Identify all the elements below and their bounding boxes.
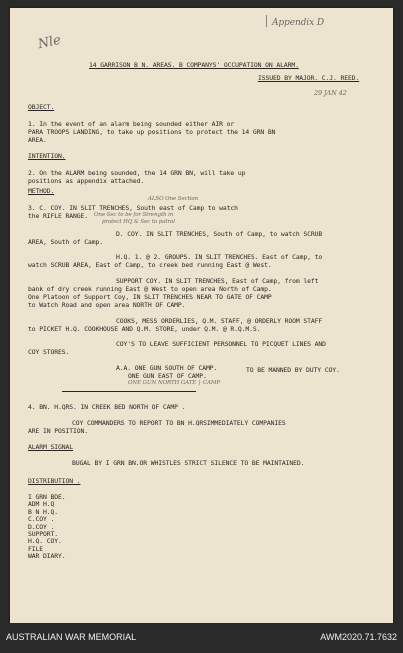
hq-groups-line: watch SCRUB AREA, East of Camp, to creek bed running East @ West. [28, 261, 272, 269]
handwritten-initials: Nle [36, 32, 63, 53]
support-coy-line: One Platoon of Support Coy, IN SLIT TRENCHES NEAR TO GATE OF CAMP [28, 293, 272, 301]
intention-text-line: 2. On the ALARM being sounded, the 14 GRN BN, will take up [28, 169, 246, 177]
distribution-item: I GRN BDE. [28, 493, 66, 501]
cooks-line: COOKS, MESS ORDERLIES, Q.M. STAFF, @ ORDERLY ROOM STAFF [116, 317, 323, 325]
support-coy-line: to Watch Road and open area NORTH OF CAMP. [28, 301, 186, 309]
hq-groups-line: H.Q. 1. @ 2. GROUPS. IN SLIT TRENCHES. East of Camp, to [116, 253, 323, 261]
object-text-line: AREA. [28, 136, 47, 144]
distribution-item: D.COY . [28, 522, 55, 531]
distribution-item: FILE [28, 544, 43, 553]
object-heading: OBJECT. [28, 103, 55, 111]
distribution-item: H.Q. COY. [28, 537, 62, 546]
handwritten-note: protect HQ & Sec to patrol [102, 219, 175, 225]
c-coy-line: 3. C. COY. IN SLIT TRENCHES, South east of Camp to watch [28, 204, 238, 212]
handwritten-note: ONE GUN NORTH GATE } CAMP [128, 380, 221, 386]
alarm-text: BUGAL BY I GRN BN.OR WHISTLES STRICT SILENCE TO BE MAINTAINED. [72, 459, 305, 467]
distribution-item: B N H.Q. [28, 507, 58, 516]
d-coy-line: D. COY. IN SLIT TRENCHES, South of Camp, to watch SCRUB [116, 230, 323, 238]
handwritten-note: ALSO One Section [148, 196, 199, 202]
document-page [10, 8, 393, 623]
aa-line: A.A. ONE GUN SOUTH OF CAMP. [116, 364, 218, 372]
report-line: COY COMMANDERS TO REPORT TO BN H.QRSIMMEDIATELY COMPANIES [72, 419, 286, 427]
object-text-line: PARA TROOPS LANDING, to take up positions to protect the 14 GRN BN [28, 128, 276, 136]
archive-footer [0, 623, 403, 653]
coys-line: COY STORES. [28, 348, 70, 356]
document-title: 14 GARRISON B N. AREAS. B COMPANYS' OCCUPATION ON ALARM. [89, 61, 299, 69]
distribution-heading: DISTRIBUTION . [28, 477, 81, 485]
handwritten-note: One Sec to be for Strength in [94, 212, 174, 218]
distribution-item: WAR DIARY. [28, 552, 66, 561]
distribution-list [28, 494, 65, 561]
coys-line: COY'S TO LEAVE SUFFICIENT PERSONNEL TO PICQUET LINES AND [116, 340, 326, 348]
distribution-item: SUPPORT. [28, 530, 58, 539]
alarm-heading: ALARM SIGNAL [28, 443, 73, 451]
c-coy-line: the RIFLE RANGE. [28, 212, 88, 220]
d-coy-line: AREA, South of Camp. [28, 238, 103, 246]
bn-hq-line: 4. BN. H.QRS. IN CREEK BED NORTH OF CAMP . [28, 403, 186, 411]
divider-line [62, 391, 196, 392]
issued-by: ISSUED BY MAJOR. C.J. REED. [258, 74, 360, 82]
aa-line: ONE GUN EAST OF CAMP. [128, 372, 207, 380]
distribution-item: C.COY . [28, 515, 55, 524]
footer-institution: AUSTRALIAN WAR MEMORIAL [6, 632, 137, 642]
support-coy-line: SUPPORT COY. IN SLIT TRENCHES, East of Camp, from left [116, 277, 319, 285]
intention-text-line: positions as appendix attached. [28, 177, 145, 185]
report-line: ARE IN POSITION. [28, 427, 88, 435]
distribution-item: ADM H.Q [28, 500, 55, 509]
cooks-line: to PICKET H.Q. COOKHOUSE AND Q.M. STORE, under Q.M. @ R.Q.M.S. [28, 325, 261, 333]
footer-accession: AWM2020.71.7632 [320, 632, 397, 642]
handwritten-date: 29 JAN 42 [314, 89, 347, 97]
aa-manned-line: TO BE MANNED BY DUTY COY. [246, 366, 340, 374]
object-text-line: 1. In the event of an alarm being sounded either AIR or [28, 120, 235, 128]
intention-heading: INTENTION. [28, 152, 66, 160]
method-heading: METHOD. [28, 187, 55, 195]
appendix-tag: Appendix D [272, 18, 324, 28]
support-coy-line: bank of dry creek running East @ West to open area North of Camp. [28, 285, 272, 293]
